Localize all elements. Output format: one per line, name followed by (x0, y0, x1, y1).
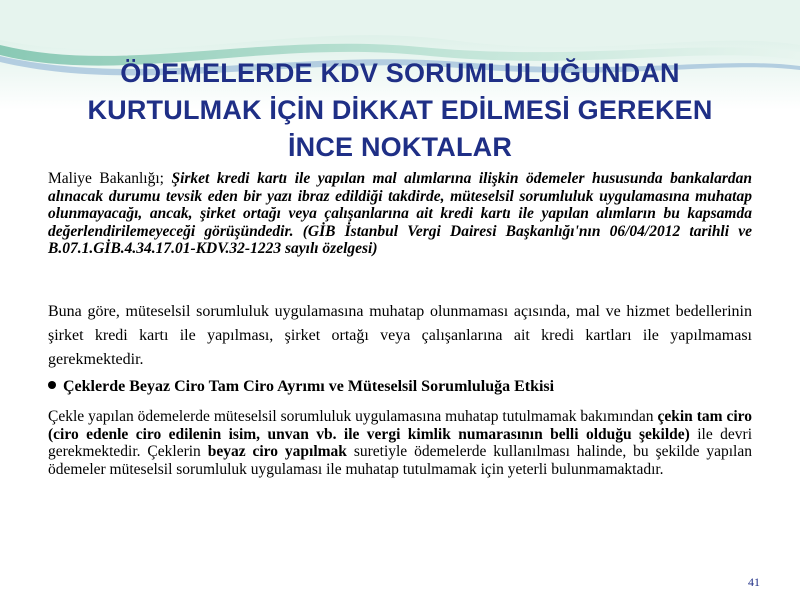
bullet-item (48, 376, 752, 398)
paragraph-maliye-body: Şirket kredi kartı ile yapılan mal alımlarına ilişkin ödemeler hususunda bankalardan alınacak durumu tevsik eden bir yazı ibraz edildiği takdirde, müteselsil sorumluluk uygulamasına muhatap olunmayacağı, ancak, şirket ortağı veya çalışanlarına ait kredi kartı ile yapılan alımların bu kapsamda değerlendirilemeyeceği görüşündedir. (GİB İstanbul Vergi Dairesi Başkanlığı'nın 06/04/2012 tarihli ve B.07.1.GİB.4.34.17.01-KDV.32-1223 sayılı özelgesi) (48, 170, 752, 257)
paragraph-cek-bold1: çekin tam ciro (ciro edenle ciro edilenin isim, unvan vb. ile vergi kimlik numarasının belli olduğu şekilde) (48, 408, 752, 443)
title-line-1: ÖDEMELERDE KDV SORUMLULUĞUNDAN (120, 58, 680, 88)
slide-title (20, 55, 780, 166)
paragraph-cek-bold2: beyaz ciro yapılmak (207, 443, 347, 460)
paragraph-cek (48, 408, 752, 478)
paragraph-cek-part3: suretiyle ödemelerde kullanılması halinde, bu şekilde yapılan ödemeler müteselsil sorumluluk uygulaması ile muhatap tutulmamak için yeterli bulunmamaktadır. (48, 443, 752, 478)
paragraph-buna-gore: Buna göre, müteselsil sorumluluk uygulamasına muhatap olunmaması açısında, mal ve hizmet bedellerinin şirket kredi kartı ile yapılması, şirket ortağı veya çalışanlarına ait kredi kartları ile yapılmaması gerekmektedir. (48, 303, 752, 368)
title-line-2: KURTULMAK İÇİN DİKKAT EDİLMESİ GEREKEN (87, 95, 713, 125)
bullet-dot-icon (48, 381, 56, 389)
paragraph-maliye-lead: Maliye Bakanlığı; (48, 170, 172, 187)
title-line-3: İNCE NOKTALAR (287, 132, 513, 162)
paragraph-cek-part1: Çekle yapılan ödemelerde müteselsil sorumluluk uygulamasına muhatap tutulmamak bakımından (48, 408, 658, 425)
page-number: 41 (748, 575, 760, 589)
paragraph-cek-part2: ile devri gerekmektedir. Çeklerin (48, 425, 752, 460)
paragraph-maliye (48, 170, 752, 258)
bullet-text: Çeklerde Beyaz Ciro Tam Ciro Ayrımı ve Müteselsil Sorumluluğa Etkisi (63, 378, 555, 395)
